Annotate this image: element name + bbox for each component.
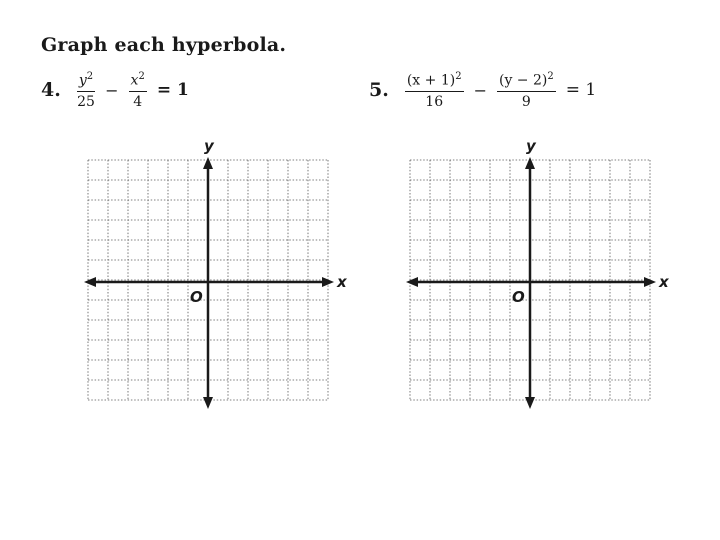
minus-operator: −: [473, 80, 487, 100]
problem-number: 5.: [369, 79, 389, 102]
problem-5: [369, 72, 596, 109]
origin-label: O: [190, 288, 203, 306]
fraction-term-1: [77, 72, 95, 109]
problem-number: 4.: [41, 79, 61, 102]
coordinate-grid-problem-4: [80, 135, 355, 415]
equals-one: = 1: [565, 80, 597, 101]
x-axis-label: x: [337, 273, 347, 291]
equals-one: = 1: [156, 80, 189, 101]
x-axis-label: x: [659, 273, 669, 291]
denominator: 4: [133, 93, 143, 110]
fraction-term-1: [405, 72, 464, 109]
denominator: 16: [425, 93, 444, 110]
fraction-term-2: [129, 72, 147, 109]
y-axis-top-arrow: [203, 157, 213, 169]
origin-label: O: [512, 288, 525, 306]
denominator: 9: [521, 93, 531, 110]
coordinate-grid-problem-5: [402, 135, 677, 415]
x-axis-left-arrow: [406, 277, 418, 287]
problem-4: [41, 72, 189, 109]
y-axis-label: y: [526, 137, 536, 155]
denominator: 25: [77, 93, 95, 110]
minus-operator: −: [105, 80, 119, 100]
numerator: $x^2$: [129, 72, 147, 92]
y-axis-label: y: [204, 137, 214, 155]
y-axis-top-arrow: [525, 157, 535, 169]
y-axis-bottom-arrow: [203, 397, 213, 409]
numerator: $y^2$: [77, 72, 95, 92]
numerator: $(y - 2)^2$: [497, 72, 556, 92]
y-axis-bottom-arrow: [525, 397, 535, 409]
x-axis-left-arrow: [84, 277, 96, 287]
page-heading: Graph each hyperbola.: [41, 34, 287, 56]
numerator: $(x + 1)^2$: [405, 72, 464, 92]
fraction-term-2: [497, 72, 556, 109]
